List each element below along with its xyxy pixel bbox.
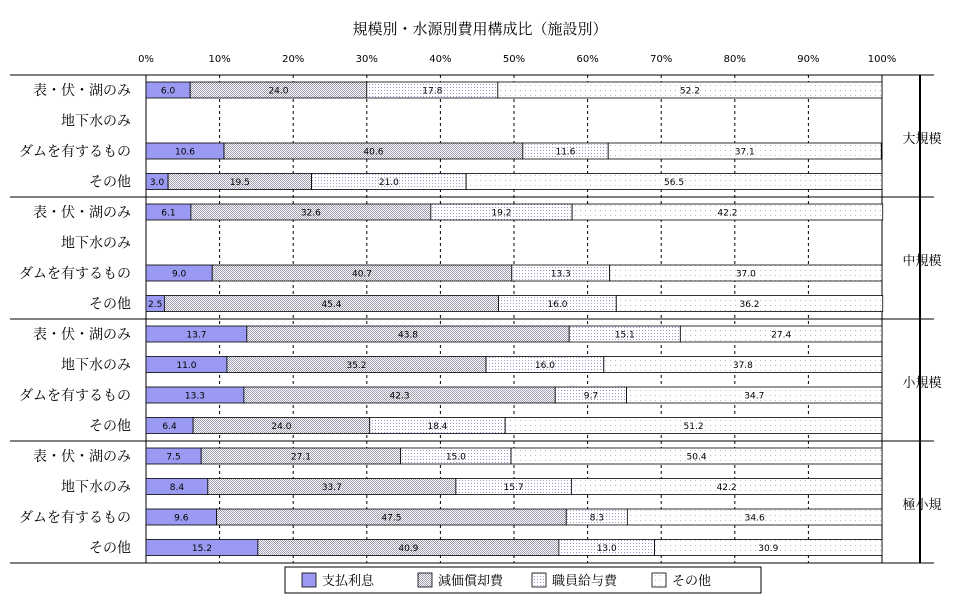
x-tick-label: 80% bbox=[723, 54, 746, 65]
bar-value-label: 10.6 bbox=[174, 147, 196, 158]
bar-value-label: 6.0 bbox=[160, 86, 176, 97]
bar-value-label: 15.2 bbox=[191, 544, 212, 554]
bar-value-label: 13.7 bbox=[186, 330, 207, 341]
legend-label: 職員給与費 bbox=[552, 574, 618, 589]
bar-value-label: 42.2 bbox=[716, 483, 737, 493]
category-label: 表・伏・湖のみ bbox=[33, 205, 131, 221]
x-tick-label: 30% bbox=[355, 54, 378, 65]
bar-value-label: 6.1 bbox=[161, 208, 176, 219]
category-label: ダムを有するもの bbox=[19, 388, 131, 404]
bar-value-label: 27.4 bbox=[771, 330, 792, 341]
bar-value-label: 43.8 bbox=[397, 330, 419, 341]
bar-value-label: 52.2 bbox=[679, 86, 700, 97]
category-label: ダムを有するもの bbox=[19, 144, 131, 160]
bar-value-label: 42.2 bbox=[717, 208, 738, 219]
bar-value-label: 50.4 bbox=[686, 452, 707, 463]
bar-value-label: 13.0 bbox=[596, 544, 617, 554]
bar-value-label: 47.5 bbox=[381, 513, 402, 524]
bar-value-label: 51.2 bbox=[683, 422, 704, 432]
bar-value-label: 56.5 bbox=[664, 178, 685, 188]
bar-value-label: 13.3 bbox=[550, 269, 571, 280]
bar-value-label: 18.4 bbox=[427, 422, 448, 432]
bar-value-label: 24.0 bbox=[268, 86, 289, 97]
bar-value-label: 17.8 bbox=[422, 86, 443, 97]
bar-value-label: 9.0 bbox=[171, 269, 187, 280]
bar-value-label: 45.4 bbox=[321, 300, 342, 310]
category-label: 地下水のみ bbox=[61, 479, 131, 496]
legend-swatch bbox=[652, 573, 666, 587]
bar-value-label: 32.6 bbox=[300, 208, 321, 219]
bar-value-label: 40.6 bbox=[363, 147, 384, 158]
category-label: 地下水のみ bbox=[61, 357, 131, 374]
category-label: 地下水のみ bbox=[61, 113, 131, 130]
category-label: その他 bbox=[89, 296, 131, 313]
bar-value-label: 11.6 bbox=[555, 147, 576, 158]
category-label: その他 bbox=[89, 540, 131, 557]
bar-value-label: 19.5 bbox=[229, 178, 250, 188]
legend-swatch bbox=[418, 573, 432, 587]
x-tick-label: 0% bbox=[138, 54, 154, 65]
bar-value-label: 34.7 bbox=[744, 391, 765, 402]
category-label: ダムを有するもの bbox=[19, 266, 131, 282]
category-label: その他 bbox=[89, 174, 131, 191]
bar-value-label: 15.0 bbox=[445, 452, 466, 463]
category-label: ダムを有するもの bbox=[19, 510, 131, 526]
bar-value-label: 40.9 bbox=[398, 544, 419, 554]
bar-value-label: 35.2 bbox=[346, 361, 367, 371]
legend-swatch bbox=[532, 573, 546, 587]
x-axis-ticks bbox=[138, 54, 896, 65]
bar-value-label: 9.7 bbox=[583, 391, 599, 402]
bar-value-label: 13.3 bbox=[184, 391, 205, 402]
legend-label: その他 bbox=[672, 574, 712, 589]
bar-value-label: 9.6 bbox=[174, 513, 189, 524]
bar-value-label: 8.3 bbox=[589, 513, 604, 524]
bar-value-label: 37.0 bbox=[735, 269, 756, 280]
group-label: 小規模 bbox=[902, 376, 942, 391]
category-label: 表・伏・湖のみ bbox=[33, 449, 131, 465]
category-label: 表・伏・湖のみ bbox=[33, 327, 131, 343]
bar-value-label: 42.3 bbox=[389, 391, 410, 402]
bar-value-label: 3.0 bbox=[149, 178, 165, 188]
bar-value-label: 16.0 bbox=[547, 300, 568, 310]
chart-title: 規模別・水源別費用構成比（施設別） bbox=[352, 20, 608, 38]
category-label: 地下水のみ bbox=[61, 235, 131, 252]
legend-label: 支払利息 bbox=[322, 574, 375, 589]
bar-value-label: 37.8 bbox=[732, 361, 753, 371]
legend-swatch bbox=[302, 573, 316, 587]
bar-value-label: 27.1 bbox=[290, 452, 311, 463]
legend bbox=[285, 567, 761, 593]
x-tick-label: 60% bbox=[576, 54, 599, 65]
bar-value-label: 30.9 bbox=[758, 544, 779, 554]
bar-value-label: 36.2 bbox=[739, 300, 760, 310]
bar-value-label: 40.7 bbox=[351, 269, 373, 280]
bar-value-label: 11.0 bbox=[176, 361, 197, 371]
category-label: 表・伏・湖のみ bbox=[33, 83, 131, 99]
category-label: その他 bbox=[89, 418, 131, 435]
x-tick-label: 40% bbox=[429, 54, 452, 65]
group-label: 中規模 bbox=[902, 254, 942, 269]
bar-value-label: 37.1 bbox=[734, 147, 755, 158]
bar-value-label: 6.4 bbox=[162, 422, 177, 432]
bar-value-label: 15.1 bbox=[614, 330, 635, 341]
bar-value-label: 7.5 bbox=[166, 452, 181, 463]
bar-value-label: 15.7 bbox=[503, 483, 524, 493]
bar-value-label: 2.5 bbox=[148, 300, 163, 310]
bar-value-label: 19.2 bbox=[491, 208, 512, 219]
bar-value-label: 24.0 bbox=[271, 422, 292, 432]
legend-label: 減価償却費 bbox=[438, 574, 504, 589]
group-label: 大規模 bbox=[902, 132, 942, 147]
x-tick-label: 10% bbox=[208, 54, 231, 65]
group-labels bbox=[902, 131, 941, 513]
x-tick-label: 70% bbox=[650, 54, 673, 65]
bar-value-label: 8.4 bbox=[169, 483, 185, 493]
x-tick-label: 90% bbox=[797, 54, 820, 65]
x-tick-label: 20% bbox=[282, 54, 305, 65]
x-tick-label: 50% bbox=[502, 54, 526, 65]
bar-value-label: 21.0 bbox=[378, 178, 399, 188]
bar-value-label: 34.6 bbox=[744, 513, 765, 524]
x-tick-label: 100% bbox=[867, 54, 897, 65]
bar-value-label: 33.7 bbox=[321, 483, 342, 493]
bar-value-label: 16.0 bbox=[534, 361, 555, 371]
group-label: 極小規 bbox=[902, 498, 942, 513]
